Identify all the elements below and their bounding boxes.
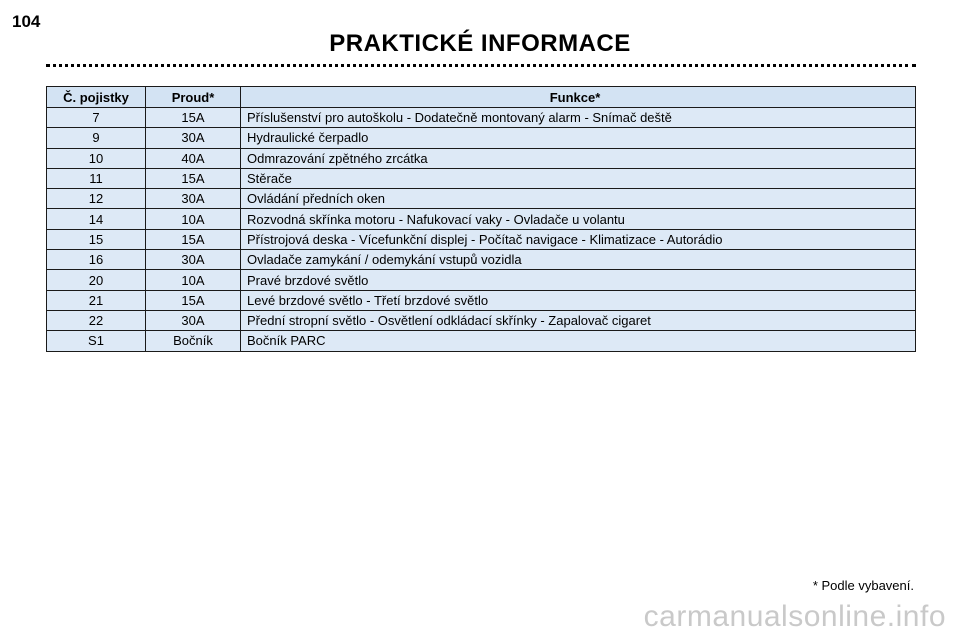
cell-fuse-number: 9: [47, 128, 146, 148]
header-amperage: Proud*: [146, 87, 241, 108]
cell-amperage: 15A: [146, 108, 241, 128]
cell-amperage: 10A: [146, 209, 241, 229]
page-title: PRAKTICKÉ INFORMACE: [329, 30, 631, 57]
fuse-table: [46, 86, 916, 352]
cell-fuse-number: 20: [47, 270, 146, 290]
cell-fuse-number: 10: [47, 148, 146, 168]
cell-amperage: 10A: [146, 270, 241, 290]
cell-amperage: 30A: [146, 250, 241, 270]
cell-fuse-number: 7: [47, 108, 146, 128]
cell-fuse-number: 11: [47, 168, 146, 188]
cell-amperage: 40A: [146, 148, 241, 168]
table-row: [47, 148, 916, 168]
table-row: [47, 250, 916, 270]
cell-amperage: 30A: [146, 189, 241, 209]
cell-fuse-number: 21: [47, 290, 146, 310]
cell-amperage: 15A: [146, 290, 241, 310]
watermark: carmanualsonline.info: [643, 600, 946, 633]
table-row: [47, 229, 916, 249]
header-function: Funkce*: [241, 87, 916, 108]
cell-function: Ovladače zamykání / odemykání vstupů vozidla: [241, 250, 916, 270]
table-row: [47, 290, 916, 310]
cell-function: Levé brzdové světlo - Třetí brzdové světlo: [241, 290, 916, 310]
cell-function: Bočník PARC: [241, 331, 916, 351]
table-header-row: [47, 87, 916, 108]
header-fuse-number: Č. pojistky: [47, 87, 146, 108]
cell-function: Hydraulické čerpadlo: [241, 128, 916, 148]
table-row: [47, 108, 916, 128]
cell-amperage: 15A: [146, 229, 241, 249]
table-row: [47, 310, 916, 330]
cell-amperage: 30A: [146, 310, 241, 330]
cell-fuse-number: 12: [47, 189, 146, 209]
cell-function: Rozvodná skřínka motoru - Nafukovací vaky - Ovladače u volantu: [241, 209, 916, 229]
table-row: [47, 168, 916, 188]
cell-fuse-number: 16: [47, 250, 146, 270]
table-row: [47, 189, 916, 209]
cell-amperage: 30A: [146, 128, 241, 148]
cell-amperage: 15A: [146, 168, 241, 188]
footnote: * Podle vybavení.: [812, 578, 914, 593]
table-row: [47, 270, 916, 290]
cell-function: Ovládání předních oken: [241, 189, 916, 209]
cell-function: Odmrazování zpětného zrcátka: [241, 148, 916, 168]
cell-fuse-number: 15: [47, 229, 146, 249]
cell-amperage: Bočník: [146, 331, 241, 351]
table-row: [47, 209, 916, 229]
cell-fuse-number: 22: [47, 310, 146, 330]
cell-fuse-number: S1: [47, 331, 146, 351]
page-number: 104: [12, 12, 41, 31]
cell-fuse-number: 14: [47, 209, 146, 229]
cell-function: Stěrače: [241, 168, 916, 188]
table-row: [47, 128, 916, 148]
cell-function: Pravé brzdové světlo: [241, 270, 916, 290]
cell-function: Přístrojová deska - Vícefunkční displej - Počítač navigace - Klimatizace - Autorádio: [241, 229, 916, 249]
title-divider: [46, 64, 916, 67]
table-row: [47, 331, 916, 351]
cell-function: Přední stropní světlo - Osvětlení odkládací skřínky - Zapalovač cigaret: [241, 310, 916, 330]
cell-function: Příslušenství pro autoškolu - Dodatečně montovaný alarm - Snímač deště: [241, 108, 916, 128]
